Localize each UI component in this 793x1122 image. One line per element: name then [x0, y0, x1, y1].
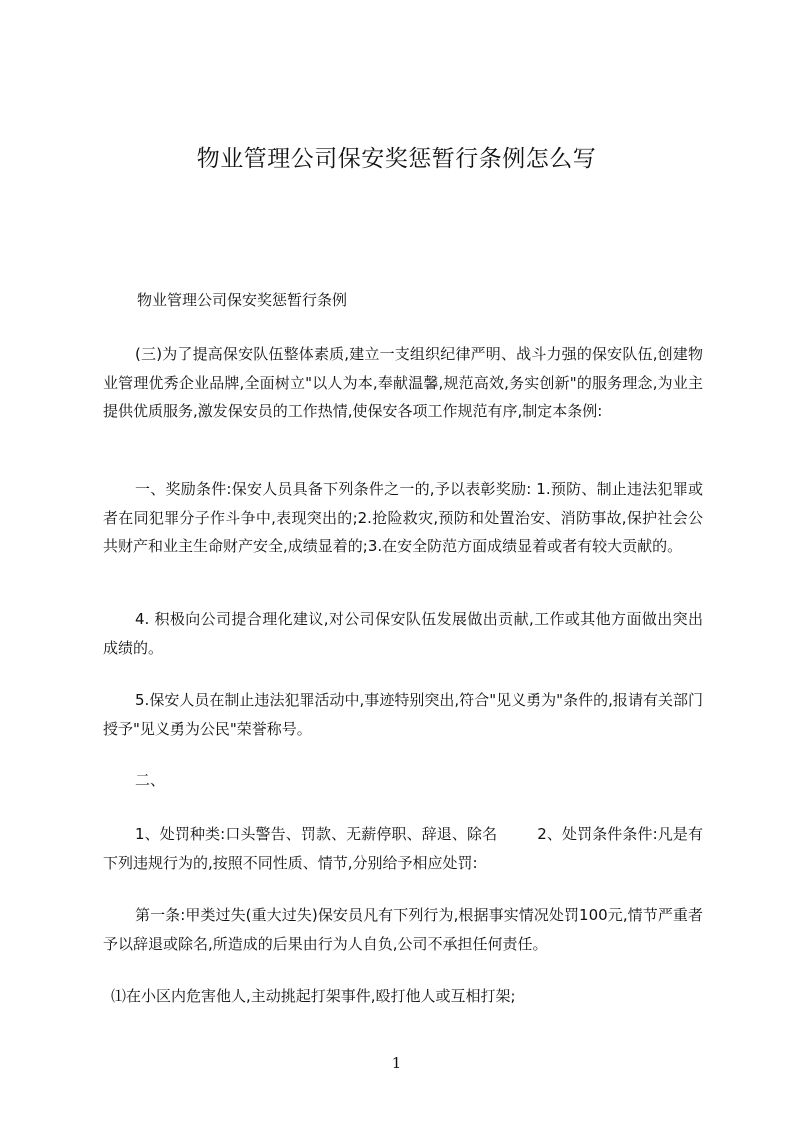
subtitle-paragraph: 物业管理公司保安奖惩暂行条例	[137, 291, 348, 309]
punishment-paragraph	[103, 820, 703, 877]
punishment-conditions-text: 2、处罚条件条件:凡是有下列违规行为的,按照不同性质、情节,分别给予相应处罚:	[103, 825, 703, 872]
article-one-item-1: ⑴在小区内危害他人,主动挑起打架事件,殴打他人或互相打架;	[111, 987, 516, 1005]
reward-item-4-paragraph: 4. 积极向公司提合理化建议,对公司保安队伍发展做出贡献,工作或其他方面做出突出成绩的。	[103, 610, 703, 657]
reward-item-5-paragraph: 5.保安人员在制止违法犯罪活动中,事迹特别突出,符合"见义勇为"条件的,报请有关部门授予"见义勇为公民"荣誉称号。	[103, 691, 703, 738]
punishment-types-text: 1、处罚种类:口头警告、罚款、无薪停职、辞退、除名	[135, 825, 498, 843]
section-two-heading: 二、	[135, 771, 166, 789]
reward-conditions-paragraph: 一、奖励条件:保安人员具备下列条件之一的,予以表彰奖励: 1.预防、制止违法犯罪或者在同犯罪分子作斗争中,表现突出的;2.抢险救灾,预防和处置治安、消防事故,保护社会公共财产和业主生命财产安全,成绩显着的;3.在安全防范方面成绩显着或者有较大贡献的。	[103, 480, 703, 555]
document-title: 物业管理公司保安奖惩暂行条例怎么写	[196, 146, 597, 172]
page-number: 1	[391, 1054, 402, 1072]
article-one-paragraph: 第一条:甲类过失(重大过失)保安员凡有下列行为,根据事实情况处罚100元,情节严重者予以辞退或除名,所造成的后果由行为人自负,公司不承担任何责任。	[103, 906, 703, 953]
purpose-paragraph: (三)为了提高保安队伍整体素质,建立一支组织纪律严明、战斗力强的保安队伍,创建物业管理优秀企业品牌,全面树立"以人为本,奉献温馨,规范高效,务实创新"的服务理念,为业主提供优质服务,激发保安员的工作热情,使保安各项工作规范有序,制定本条例:	[103, 345, 703, 420]
